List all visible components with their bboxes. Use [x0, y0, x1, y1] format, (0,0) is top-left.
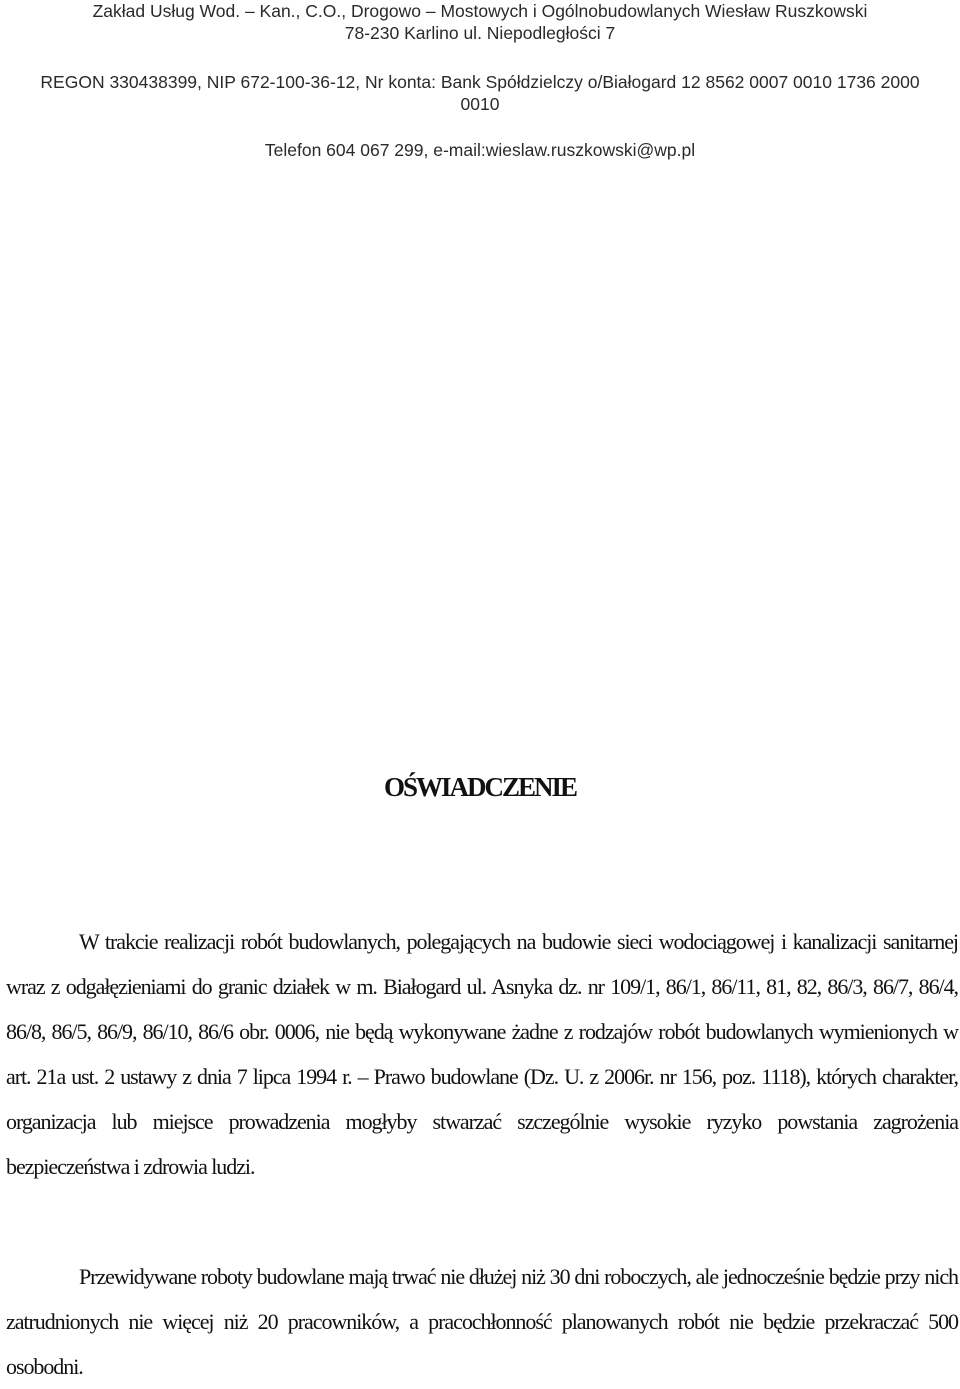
- company-name: Zakład Usług Wod. – Kan., C.O., Drogowo – Mostowych i Ogólnobudowlanych Wiesław Ruszkowski: [92, 1, 868, 21]
- paragraph-1-text: W trakcie realizacji robót budowlanych, polegających na budowie sieci wodociągowej i kanalizacji sanitarnej wraz z odgałęzieniami do granic działek w m. Białogard ul. Asnyka dz. nr 109/1, 86/1, 86/11, 81, 82, 86/3, 86/7, 86/4, 86/8, 86/5, 86/9, 86/10, 86/6 obr. 0006, nie będą wykonywane żadne z rodzajów robót budowlanych wymienionych w art. 21a ust. 2 ustawy z dnia 7 lipca 1994 r. – Prawo budowlane (Dz. U. z 2006r. nr 156, poz. 1118), których charakter, organizacja lub miejsce prowadzenia mogłyby stwarzać szczególnie wysokie ryzyko powstania zagrożenia bezpieczeństwa i zdrowia ludzi.: [6, 929, 958, 1179]
- statement-paragraph-2: [6, 1254, 958, 1389]
- document-title: OŚWIADCZENIE: [383, 772, 577, 802]
- statement-paragraph-1: [6, 919, 958, 1189]
- company-registration: REGON 330438399, NIP 672-100-36-12, Nr konta: Bank Spółdzielczy o/Białogard 12 8562 0007 0010 1736 2000: [40, 72, 920, 92]
- company-contact: Telefon 604 067 299, e-mail:wieslaw.ruszkowski@wp.pl: [264, 140, 696, 160]
- paragraph-2-text: Przewidywane roboty budowlane mają trwać nie dłużej niż 30 dni roboczych, ale jednocześnie będzie przy nich zatrudnionych nie więcej niż 20 pracowników, a pracochłonność planowanych robót nie będzie przekraczać 500 osobodni.: [6, 1264, 958, 1379]
- account-continuation: 0010: [460, 94, 500, 114]
- company-address: 78-230 Karlino ul. Niepodległości 7: [344, 23, 616, 43]
